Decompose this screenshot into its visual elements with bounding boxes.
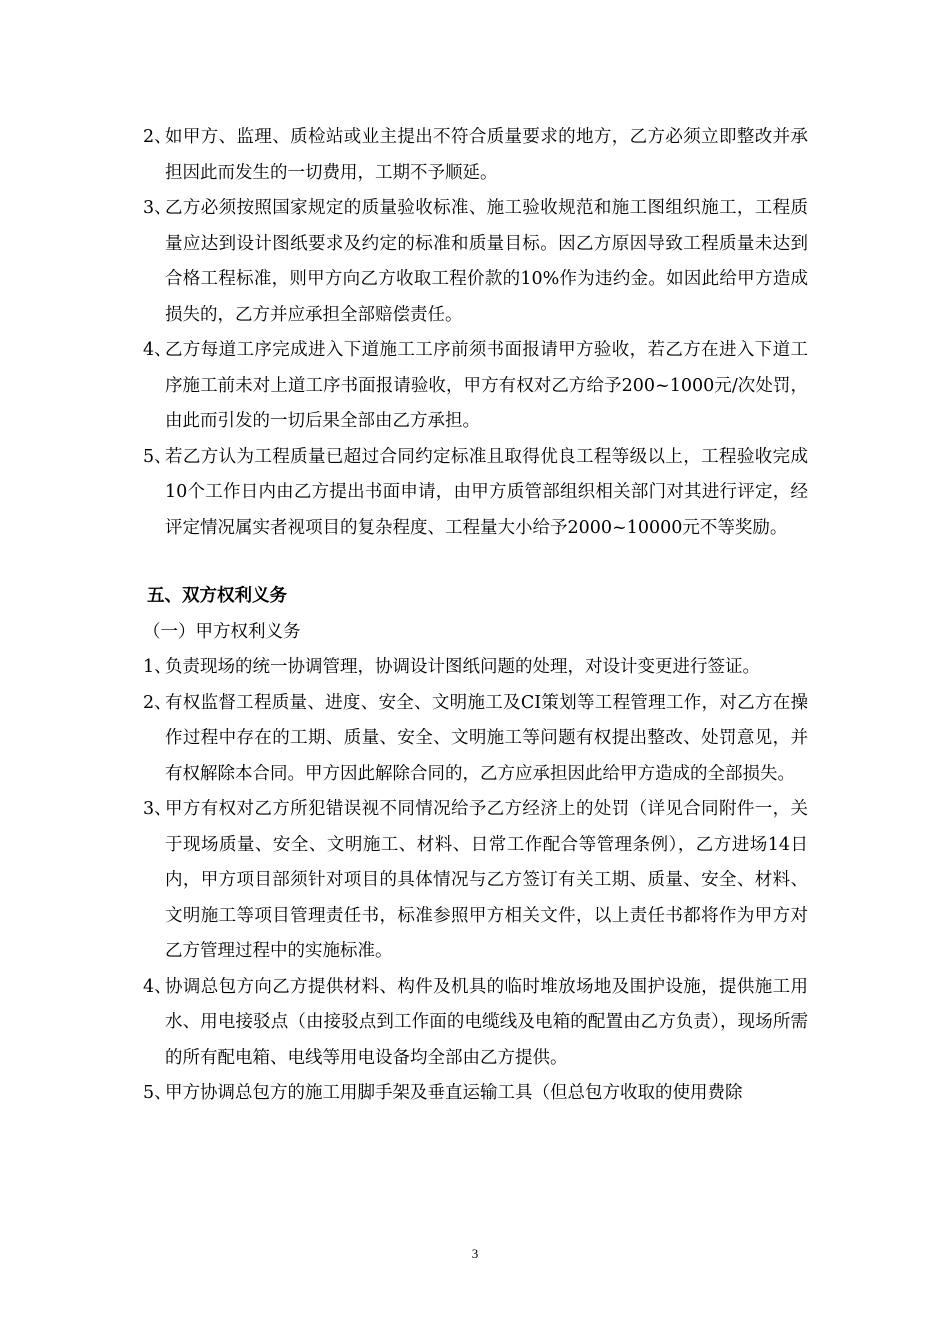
clause-number: 4、 xyxy=(143,976,172,997)
rights-clause-1 xyxy=(143,650,808,686)
clause-text: 若乙方认为工程质量已超过合同约定标准且取得优良工程等级以上，工程验收完成10个工作日内由乙方提出书面申请，由甲方质管部组织相关部门对其进行评定，经评定情况属实者视项目的复杂程度、工程量大小给予2000~10000元不等奖励。 xyxy=(165,446,808,538)
clause-text: 如甲方、监理、质检站或业主提出不符合质量要求的地方，乙方必须立即整改并承担因此而发生的一切费用，工期不予顺延。 xyxy=(165,127,808,183)
clause-text: 乙方每道工序完成进入下道施工工序前须书面报请甲方验收，若乙方在进入下道工序施工前未对上道工序书面报请验收，甲方有权对乙方给予200~1000元/次处罚，由此而引发的一切后果全部由乙方承担。 xyxy=(165,340,808,431)
clause-text: 乙方必须按照国家规定的质量验收标准、施工验收规范和施工图组织施工，工程质量应达到设计图纸要求及约定的标准和质量目标。因乙方原因导致工程质量未达到合格工程标准，则甲方向乙方收取工程价款的10%作为违约金。如因此给甲方造成损失的，乙方并应承担全部赔偿责任。 xyxy=(165,198,808,325)
clause-text: 甲方协调总包方的施工用脚手架及垂直运输工具（但总包方收取的使用费除 xyxy=(165,1083,743,1103)
subsection-title: （一）甲方权利义务 xyxy=(143,621,301,642)
clause-number: 5、 xyxy=(143,446,172,467)
rights-clause-5 xyxy=(143,1076,808,1112)
clause-number: 5、 xyxy=(143,1083,172,1103)
clause-number: 2、 xyxy=(143,127,172,147)
clause-text: 负责现场的统一协调管理，协调设计图纸问题的处理，对设计变更进行签证。 xyxy=(165,657,760,677)
clause-number: 4、 xyxy=(143,340,172,360)
clause-text: 甲方有权对乙方所犯错误视不同情况给予乙方经济上的处罚（详见合同附件一，关于现场质量、安全、文明施工、材料、日常工作配合等管理条例），乙方进场14日内，甲方项目部须针对项目的具体情况与乙方签订有关工期、质量、安全、材料、文明施工等项目管理责任书，标准参照甲方相关文件，以上责任书都将作为甲方对乙方管理过程中的实施标准。 xyxy=(165,799,808,961)
quality-clause-3 xyxy=(143,191,808,333)
page-number: 3 xyxy=(471,1246,479,1261)
quality-clause-2 xyxy=(143,120,808,191)
quality-clause-5 xyxy=(143,440,808,547)
clause-number: 3、 xyxy=(143,198,172,218)
clause-number: 1、 xyxy=(143,657,172,677)
rights-clause-2 xyxy=(143,686,808,793)
clause-number: 3、 xyxy=(143,799,172,819)
clause-number: 2、 xyxy=(143,692,172,713)
clause-text: 协调总包方向乙方提供材料、构件及机具的临时堆放场地及围护设施，提供施工用水、用电接驳点（由接驳点到工作面的电缆线及电箱的配置由乙方负责），现场所需的所有配电箱、电线等用电设备均全部由乙方提供。 xyxy=(165,976,808,1068)
quality-clause-4 xyxy=(143,333,808,440)
page-content xyxy=(143,120,808,1112)
rights-clause-4 xyxy=(143,970,808,1077)
rights-clause-3 xyxy=(143,792,808,970)
section-title: 五、双方权利义务 xyxy=(147,586,287,606)
clause-text: 有权监督工程质量、进度、安全、文明施工及CI策划等工程管理工作，对乙方在操作过程中存在的工期、质量、安全、文明施工等问题有权提出整改、处罚意见，并有权解除本合同。甲方因此解除合同的，乙方应承担因此给甲方造成的全部损失。 xyxy=(165,692,808,784)
